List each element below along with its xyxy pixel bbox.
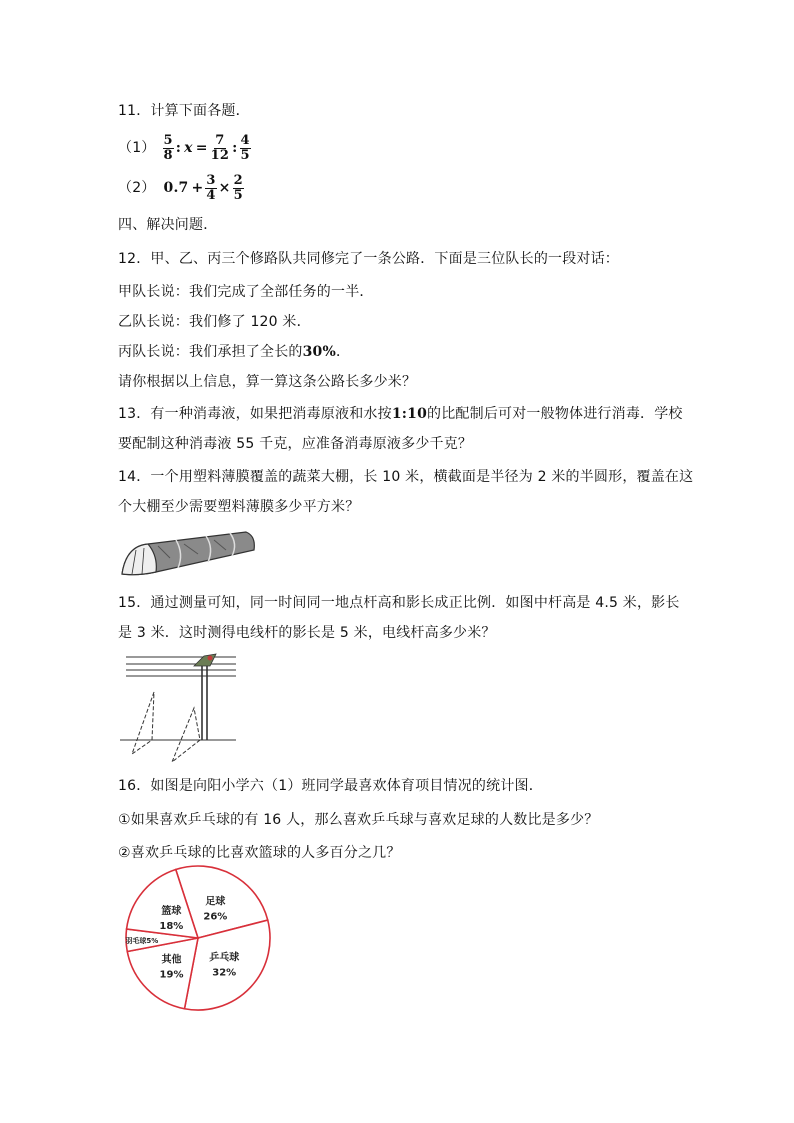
pie-label-2: 乒乓球 [209, 952, 240, 964]
q12-question: 请你根据以上信息，算一算这条公路长多少米？ [118, 374, 417, 390]
fraction-3-4: $\frac{3}{4}$ [206, 172, 216, 203]
q16-title: 16．如图是向阳小学六（1）班同学最喜欢体育项目情况的统计图． [118, 778, 543, 794]
q12-jia: 甲队长说：我们完成了全部任务的一半． [118, 284, 374, 300]
pie-label-4: 羽毛球5% [125, 936, 159, 945]
pie-label-3: 其他 [161, 954, 182, 966]
q16-sub2: ②喜欢乒乓球的比喜欢篮球的人多百分之几？ [118, 845, 401, 861]
section-heading: 四、解决问题． [118, 217, 218, 233]
pie-value-label-5: 18% [159, 920, 184, 932]
q13-line1 [118, 404, 683, 424]
pole-shadow-figure [118, 652, 238, 762]
pie-label-5: 篮球 [161, 905, 182, 917]
equals-sign: = [195, 140, 208, 156]
times-sign: × [218, 180, 231, 196]
q14-line1: 14．一个用塑料薄膜覆盖的蔬菜大棚，长 10 米，横截面是半径为 2 米的半圆形，覆盖在这 [118, 469, 694, 485]
q11-part1-equation [118, 131, 251, 165]
fraction-5-8: $\frac{5}{8}$ [163, 132, 173, 163]
variable-x: x [184, 140, 193, 156]
sports-pie-chart [118, 862, 278, 1014]
pie-label-1: 足球 [205, 896, 226, 908]
q12-bing-end: ． [336, 344, 351, 360]
q11-part2-expression [118, 171, 244, 205]
q13-text-a: 13．有一种消毒液，如果把消毒原液和水按 [118, 406, 392, 422]
q16-sub1: ①如果喜欢乒乓球的有 16 人，那么喜欢乒乓球与喜欢足球的人数比是多少？ [118, 812, 599, 828]
q14-line2: 个大棚至少需要塑料薄膜多少平方米？ [118, 499, 360, 515]
q13-line2: 要配制这种消毒液 55 千克，应准备消毒原液多少千克？ [118, 436, 473, 452]
colon-sign: : [175, 140, 182, 156]
fraction-4-5: $\frac{4}{5}$ [240, 132, 250, 163]
q11-part2-label: （2） [118, 180, 156, 196]
q12-bing-text: 丙队长说：我们承担了全长的 [118, 344, 303, 360]
colon-sign: : [232, 140, 238, 156]
pie-value-label-1: 26% [203, 911, 228, 923]
q11-part1-label: （1） [118, 140, 156, 156]
q12-bing [118, 342, 350, 362]
q15-line1: 15．通过测量可知，同一时间同一地点杆高和影长成正比例．如图中杆高是 4.5 米，影长 [118, 595, 680, 611]
pie-value-label-2: 32% [212, 967, 237, 979]
fraction-2-5: $\frac{2}{5}$ [233, 172, 243, 203]
plus-sign: + [191, 180, 204, 196]
q12-yi: 乙队长说：我们修了 120 米． [118, 314, 311, 330]
pie-value-label-3: 19% [159, 969, 184, 981]
greenhouse-figure [118, 528, 258, 578]
q15-line2: 是 3 米．这时测得电线杆的影长是 5 米，电线杆高多少米？ [118, 625, 496, 641]
q12-bing-percent: 30% [302, 344, 336, 360]
fraction-7-12: $\frac{7}{12}$ [210, 132, 230, 163]
q12-title: 12．甲、乙、丙三个修路队共同修完了一条公路．下面是三位队长的一段对话： [118, 251, 620, 267]
q13-ratio: 1:10 [391, 406, 428, 422]
q11-title: 11．计算下面各题． [118, 103, 250, 119]
number-0-7: 0.7 [163, 180, 189, 196]
q13-text-b: 的比配制后可对一般物体进行消毒．学校 [427, 406, 683, 422]
